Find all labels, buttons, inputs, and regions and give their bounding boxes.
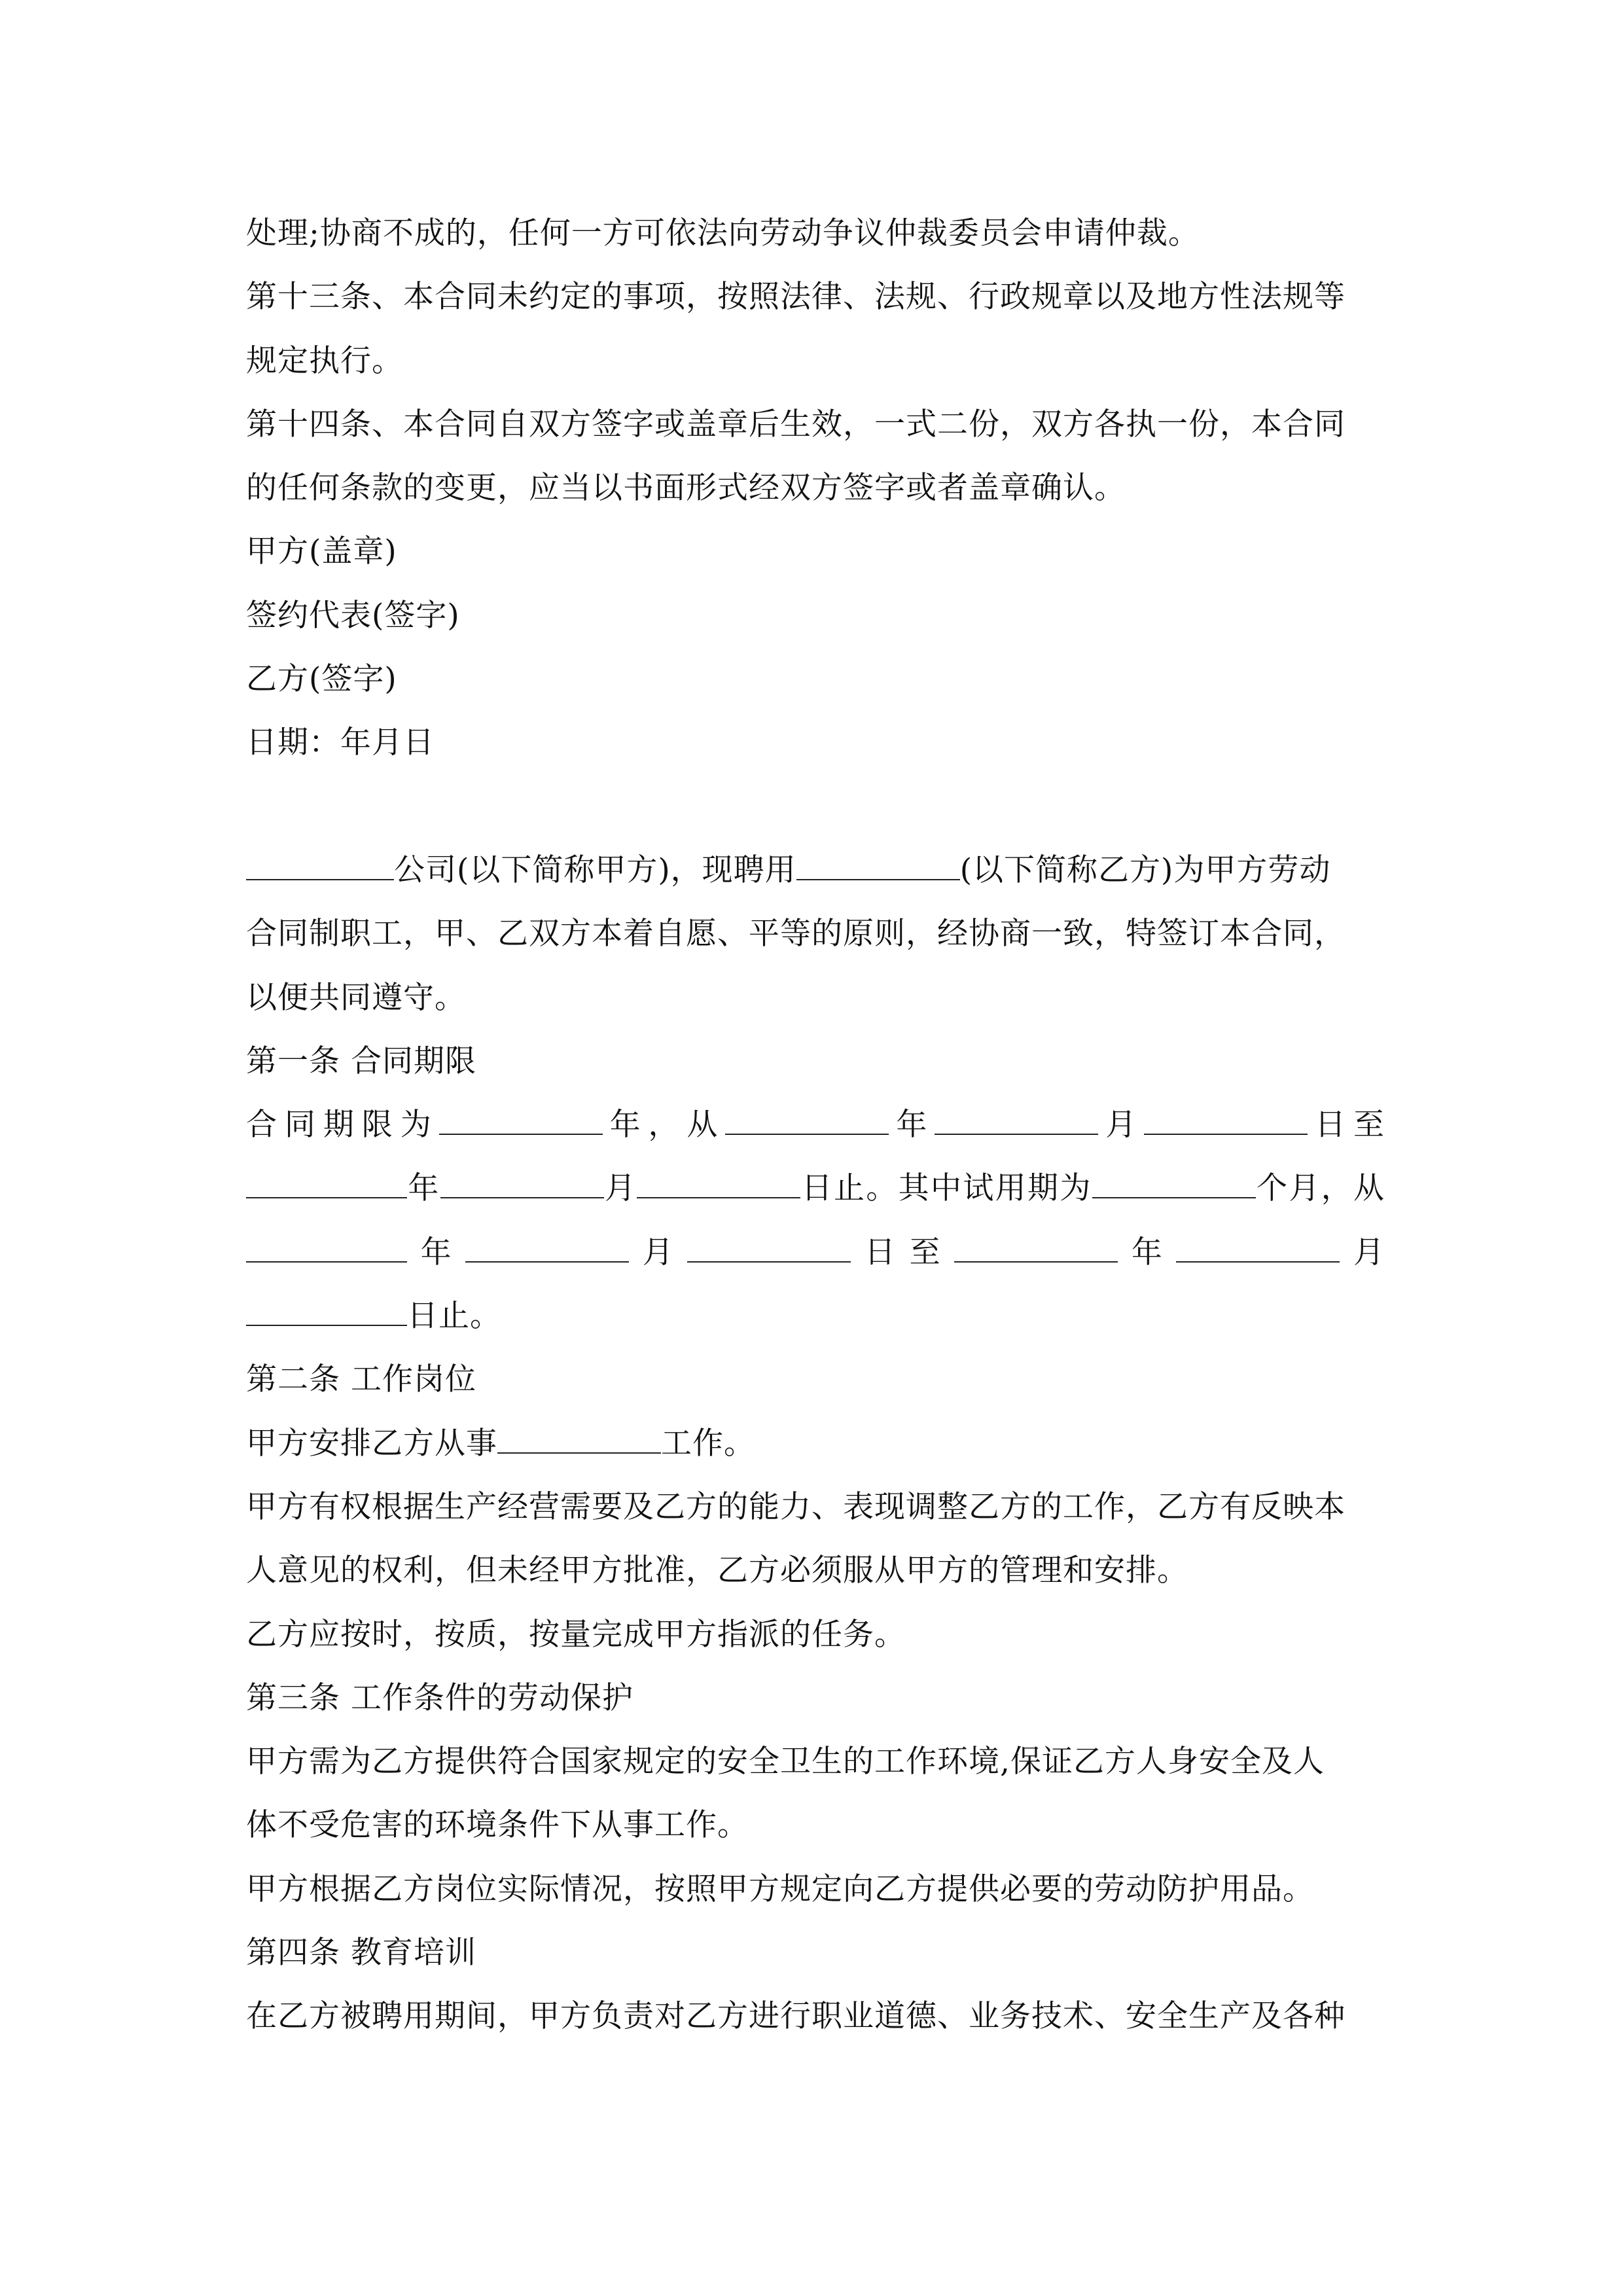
article-3-heading: 第三条 工作条件的劳动保护 bbox=[246, 1679, 633, 1716]
end-year-blank[interactable] bbox=[246, 1168, 407, 1198]
text-segment: 甲方安排乙方从事 bbox=[246, 1425, 497, 1462]
probation-start-day-blank[interactable] bbox=[687, 1232, 851, 1263]
party-a-seal-label: 甲方(盖章) bbox=[246, 533, 397, 570]
article-14-line-2: 的任何条款的变更，应当以书面形式经双方签字或者盖章确认。 bbox=[246, 470, 1126, 507]
preamble-line-1 bbox=[246, 838, 1385, 902]
text-line: 处理;协商不成的，任何一方可依法向劳动争议仲裁委员会申请仲裁。 bbox=[246, 215, 1200, 251]
text-segment: 年 bbox=[889, 1107, 935, 1143]
text-segment: 合同期限为 bbox=[246, 1107, 439, 1143]
contract-term-line-2 bbox=[246, 1157, 1385, 1220]
text-segment: 月 bbox=[629, 1234, 688, 1270]
text-segment: 月 bbox=[603, 1170, 637, 1207]
end-month-blank[interactable] bbox=[440, 1168, 604, 1198]
probation-end-year-blank[interactable] bbox=[954, 1232, 1118, 1263]
probation-end-day-blank[interactable] bbox=[246, 1296, 407, 1326]
preamble-line-2: 合同制职工，甲、乙双方本着自愿、平等的原则，经协商一致，特签订本合同， bbox=[246, 916, 1346, 952]
text-segment: 公司(以下简称甲方)，现聘用 bbox=[394, 852, 796, 888]
text-segment: (以下简称乙方)为甲方劳动 bbox=[959, 852, 1331, 888]
probation-start-month-blank[interactable] bbox=[465, 1232, 629, 1263]
probation-end-month-blank[interactable] bbox=[1176, 1232, 1340, 1263]
party-b-signature-label: 乙方(签字) bbox=[246, 661, 397, 698]
article-4-heading: 第四条 教育培训 bbox=[246, 1935, 476, 1971]
article-2-heading: 第二条 工作岗位 bbox=[246, 1361, 476, 1398]
article-14-line-1: 第十四条、本合同自双方签字或盖章后生效，一式二份，双方各执一份，本合同 bbox=[246, 406, 1346, 442]
text-segment: 年 bbox=[407, 1234, 466, 1270]
article-1-heading: 第一条 合同期限 bbox=[246, 1043, 476, 1079]
employee-name-blank[interactable] bbox=[796, 850, 960, 880]
start-month-blank[interactable] bbox=[935, 1105, 1098, 1135]
start-day-blank[interactable] bbox=[1144, 1105, 1308, 1135]
article-13-line-1: 第十三条、本合同未约定的事项，按照法律、法规、行政规章以及地方性法规等 bbox=[246, 279, 1346, 315]
start-year-blank[interactable] bbox=[725, 1105, 889, 1135]
article-3-paragraph-line-1: 甲方需为乙方提供符合国家规定的安全卫生的工作环境,保证乙方人身安全及人 bbox=[246, 1744, 1325, 1780]
company-name-blank[interactable] bbox=[246, 850, 394, 880]
job-position-blank[interactable] bbox=[497, 1424, 661, 1454]
text-segment: 工作。 bbox=[661, 1425, 755, 1462]
article-2-paragraph-line-2: 人意见的权利，但未经甲方批准，乙方必须服从甲方的管理和安排。 bbox=[246, 1552, 1188, 1589]
job-position-line bbox=[246, 1412, 1385, 1475]
probation-start-year-blank[interactable] bbox=[246, 1232, 407, 1263]
preamble-line-3: 以便共同遵守。 bbox=[246, 979, 466, 1016]
article-4-paragraph-line-1: 在乙方被聘用期间，甲方负责对乙方进行职业道德、业务技术、安全生产及各种 bbox=[246, 1998, 1346, 2035]
article-2-paragraph-line-3: 乙方应按时，按质，按量完成甲方指派的任务。 bbox=[246, 1616, 906, 1653]
term-years-blank[interactable] bbox=[439, 1105, 603, 1135]
text-segment: 个月，从 bbox=[1255, 1170, 1385, 1207]
article-3-paragraph-line-2: 体不受危害的环境条件下从事工作。 bbox=[246, 1807, 749, 1844]
text-segment: 日至 bbox=[851, 1234, 955, 1270]
end-day-blank[interactable] bbox=[637, 1168, 800, 1198]
section-gap bbox=[246, 775, 1385, 838]
text-segment: 月 bbox=[1340, 1234, 1385, 1270]
text-segment: 月 bbox=[1098, 1107, 1145, 1143]
text-segment: 年 bbox=[1118, 1234, 1177, 1270]
text-segment: 日止。其中试用期为 bbox=[800, 1170, 1092, 1207]
contract-term-line-4 bbox=[246, 1284, 1385, 1348]
signing-representative-label: 签约代表(签字) bbox=[246, 597, 460, 634]
text-segment: 年，从 bbox=[602, 1107, 726, 1143]
date-label: 日期：年月日 bbox=[246, 725, 435, 761]
article-3-paragraph-line-3: 甲方根据乙方岗位实际情况，按照甲方规定向乙方提供必要的劳动防护用品。 bbox=[246, 1871, 1314, 1907]
text-segment: 日至 bbox=[1308, 1107, 1385, 1143]
contract-term-line-3 bbox=[246, 1221, 1385, 1284]
text-segment: 年 bbox=[407, 1170, 440, 1207]
article-2-paragraph-line-1: 甲方有权根据生产经营需要及乙方的能力、表现调整乙方的工作，乙方有反映本 bbox=[246, 1488, 1346, 1525]
probation-months-blank[interactable] bbox=[1092, 1168, 1256, 1198]
text-segment: 日止。 bbox=[407, 1298, 501, 1335]
contract-term-line-1 bbox=[246, 1093, 1385, 1157]
article-13-line-2: 规定执行。 bbox=[246, 342, 403, 379]
document-body bbox=[246, 202, 1385, 2049]
